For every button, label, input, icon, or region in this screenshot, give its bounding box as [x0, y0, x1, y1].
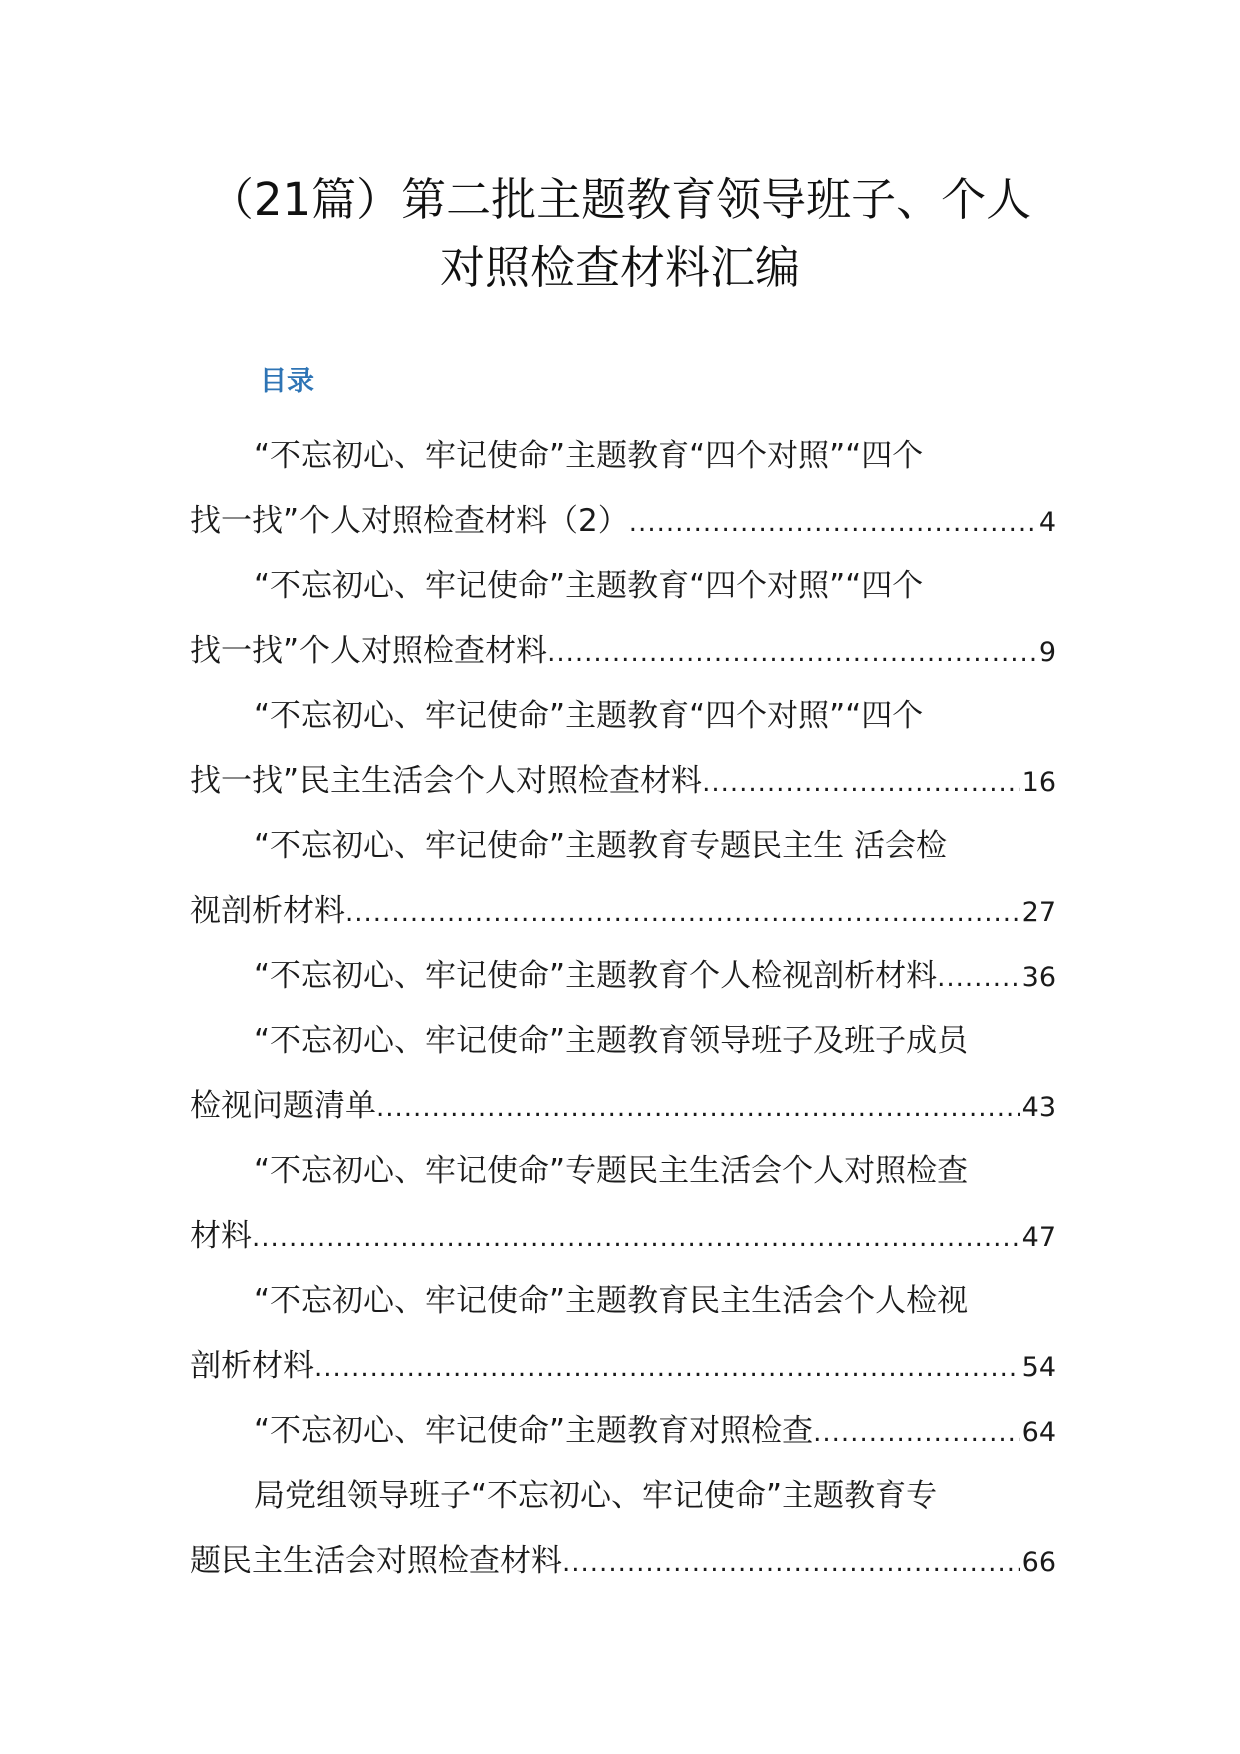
toc-entry-text: 找一找”个人对照检查材料（2） — [190, 503, 629, 539]
toc-entry-10-line-1[interactable]: 局党组领导班子“不忘初心、牢记使命”主题教育专 — [254, 1478, 938, 1514]
toc-page-number: 16 — [1021, 767, 1056, 798]
toc-page-number: 43 — [1021, 1092, 1056, 1123]
toc-entry-7-line-2[interactable] — [190, 1204, 1056, 1269]
toc-dot-leader — [813, 1401, 1020, 1464]
toc-entry-4-line-2[interactable] — [190, 879, 1056, 944]
toc-page-number: 27 — [1021, 897, 1056, 928]
toc-dot-leader — [562, 1531, 1020, 1594]
toc-dot-leader — [937, 946, 1020, 1009]
toc-entry-text: 找一找”民主生活会个人对照检查材料 — [190, 763, 703, 799]
toc-page-number: 54 — [1021, 1352, 1056, 1383]
toc-entry-5[interactable] — [190, 944, 1056, 1009]
toc-page-number: 4 — [1038, 507, 1056, 538]
toc-entry-text: 检视问题清单 — [190, 1088, 376, 1124]
toc-entry-2-line-1[interactable]: “不忘初心、牢记使命”主题教育“四个对照”“四个 — [254, 568, 924, 604]
toc-dot-leader — [345, 881, 1020, 944]
toc-entry-6-line-2[interactable] — [190, 1074, 1056, 1139]
toc-page-number: 66 — [1021, 1547, 1056, 1578]
toc-entry-2-line-2[interactable] — [190, 619, 1056, 684]
toc-entry-1-line-2[interactable] — [190, 489, 1056, 554]
toc-dot-leader — [547, 621, 1037, 684]
toc-dot-leader — [629, 491, 1037, 554]
toc-entry-text: 找一找”个人对照检查材料 — [190, 633, 548, 669]
toc-heading: 目录 — [260, 366, 314, 397]
document-title — [190, 166, 1050, 302]
toc-page-number: 36 — [1021, 962, 1056, 993]
toc-dot-leader — [376, 1076, 1020, 1139]
toc-entry-text: 材料 — [190, 1218, 252, 1254]
toc-entry-8-line-2[interactable] — [190, 1334, 1056, 1399]
toc-entry-text: 题民主生活会对照检查材料 — [190, 1543, 562, 1579]
toc-dot-leader — [252, 1206, 1020, 1269]
toc-entry-4-line-1[interactable]: “不忘初心、牢记使命”主题教育专题民主生 活会检 — [254, 828, 947, 864]
toc-entry-10-line-2[interactable] — [190, 1529, 1056, 1594]
toc-entry-text: 剖析材料 — [190, 1348, 314, 1384]
toc-entry-1-line-1[interactable]: “不忘初心、牢记使命”主题教育“四个对照”“四个 — [254, 438, 924, 474]
toc-entry-7-line-1[interactable]: “不忘初心、牢记使命”专题民主生活会个人对照检查 — [254, 1153, 969, 1189]
table-of-contents — [190, 424, 1056, 1594]
toc-entry-6-line-1[interactable]: “不忘初心、牢记使命”主题教育领导班子及班子成员 — [254, 1023, 969, 1059]
toc-page-number: 47 — [1021, 1222, 1056, 1253]
toc-page-number: 64 — [1021, 1417, 1056, 1448]
toc-entry-3-line-2[interactable] — [190, 749, 1056, 814]
toc-dot-leader — [314, 1336, 1020, 1399]
toc-entry-8-line-1[interactable]: “不忘初心、牢记使命”主题教育民主生活会个人检视 — [254, 1283, 969, 1319]
toc-entry-9[interactable] — [190, 1399, 1056, 1464]
toc-entry-text: “不忘初心、牢记使命”主题教育对照检查 — [254, 1413, 814, 1449]
toc-dot-leader — [702, 751, 1020, 814]
toc-entry-text: 视剖析材料 — [190, 893, 345, 929]
document-title-line-1: （21篇）第二批主题教育领导班子、个人 — [208, 173, 1032, 226]
document-title-line-2: 对照检查材料汇编 — [439, 241, 800, 294]
toc-page-number: 9 — [1038, 637, 1056, 668]
toc-entry-3-line-1[interactable]: “不忘初心、牢记使命”主题教育“四个对照”“四个 — [254, 698, 924, 734]
toc-entry-text: “不忘初心、牢记使命”主题教育个人检视剖析材料 — [254, 958, 938, 994]
